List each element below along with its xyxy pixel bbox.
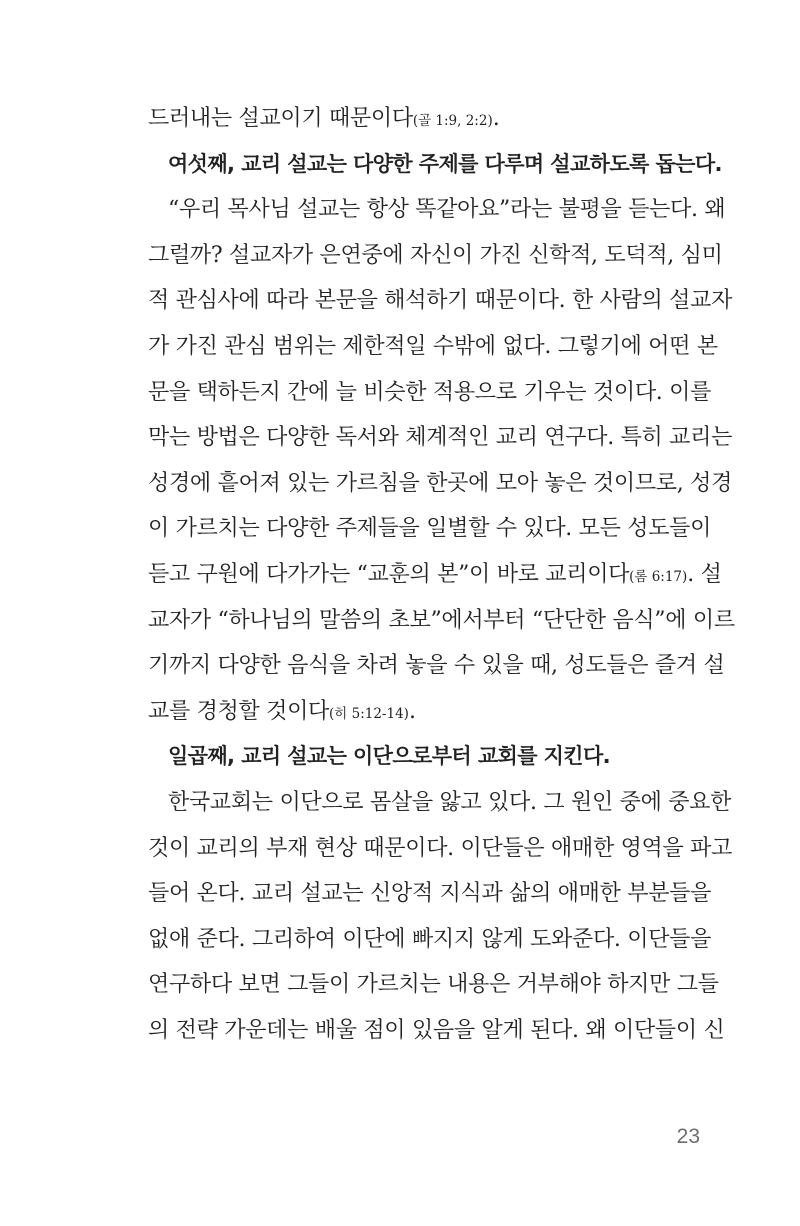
- text-line: “우리 목사님 설교는 항상 똑같아요”라는 불평을 듣는다. 왜: [168, 197, 726, 223]
- text-line: [148, 96, 700, 142]
- page-number: 23: [676, 1125, 700, 1148]
- text-line: 기까지 다양한 음식을 차려 놓을 수 있을 때, 성도들은 즐겨 설: [148, 653, 725, 679]
- line-text: 교를 경청할 것이다: [148, 698, 330, 724]
- text-line: 이 가르치는 다양한 주제들을 일별할 수 있다. 모든 성도들이: [148, 516, 712, 542]
- text-line: 교자가 “하나님의 말씀의 초보”에서부터 “단단한 음식”에 이르: [148, 607, 735, 633]
- line-text: 드러내는 설교이기 때문이다: [148, 106, 413, 131]
- line-tail: .: [492, 106, 500, 131]
- text-line: 성경에 흩어져 있는 가르침을 한곳에 모아 놓은 것이므로, 성경: [148, 470, 733, 496]
- section-heading-6: 여섯째, 교리 설교는 다양한 주제를 다루며 설교하도록 돕는다.: [168, 151, 722, 176]
- text-line: 그럴까? 설교자가 은연중에 자신이 가진 신학적, 도덕적, 심미: [148, 242, 723, 268]
- line-tail: . 설: [687, 561, 722, 587]
- text-line: 가 가진 관심 범위는 제한적일 수밖에 없다. 그렇기에 어떤 본: [148, 333, 718, 359]
- text-line: 적 관심사에 따라 본문을 해석하기 때문이다. 한 사람의 설교자: [148, 288, 733, 314]
- text-line: 것이 교리의 부재 현상 때문이다. 이단들은 애매한 영역을 파고: [148, 835, 733, 861]
- text-line: 의 전략 가운데는 배울 점이 있음을 알게 된다. 왜 이단들이 신: [148, 1017, 725, 1043]
- text-line: 막는 방법은 다양한 독서와 체계적인 교리 연구다. 특히 교리는: [148, 425, 733, 451]
- text-line: [148, 552, 722, 598]
- line-text: 듣고 구원에 다가가는 “교훈의 본”이 바로 교리이다: [148, 561, 630, 587]
- line-tail: .: [408, 698, 416, 724]
- text-line: 없애 준다. 그리하여 이단에 빠지지 않게 도와준다. 이단들을: [148, 926, 712, 952]
- text-line: 들어 온다. 교리 설교는 신앙적 지식과 삶의 애매한 부분들을: [148, 881, 712, 907]
- text-line: 연구하다 보면 그들이 가르치는 내용은 거부해야 하지만 그들: [148, 972, 719, 998]
- text-line: [148, 689, 700, 735]
- text-line: 문을 택하든지 간에 늘 비슷한 적용으로 기우는 것이다. 이를: [148, 379, 712, 405]
- page-body: [148, 96, 735, 1053]
- scripture-reference: (롬 6:17): [629, 568, 688, 585]
- section-heading-7: 일곱째, 교리 설교는 이단으로부터 교회를 지킨다.: [168, 744, 611, 769]
- scripture-reference: (골 1:9, 2:2): [412, 113, 493, 129]
- scripture-reference: (히 5:12-14): [329, 705, 409, 722]
- text-line: 한국교회는 이단으로 몸살을 앓고 있다. 그 원인 중에 중요한: [168, 789, 732, 815]
